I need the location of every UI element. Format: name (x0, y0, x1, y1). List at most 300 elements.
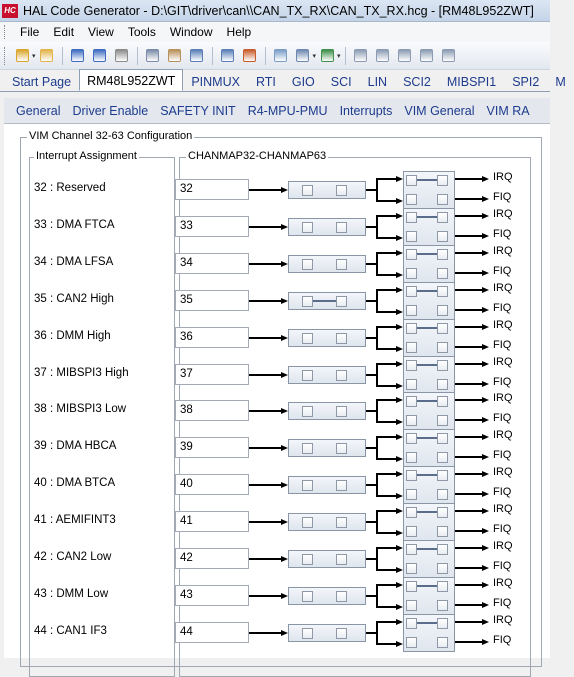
chanmap-title: CHANMAP32-CHANMAP63 (188, 150, 327, 162)
open-icon (40, 49, 53, 62)
wire (376, 584, 397, 586)
fiq-checkbox[interactable] (406, 489, 417, 500)
fiq-checkbox[interactable] (406, 194, 417, 205)
irq-link (417, 511, 437, 513)
wire (376, 289, 378, 313)
fiq-checkbox[interactable] (406, 305, 417, 316)
chanmap-input[interactable]: 37 (175, 364, 249, 385)
wire (376, 510, 378, 534)
arrow-icon (482, 233, 489, 239)
chanmap-input[interactable]: 43 (175, 585, 249, 606)
irq-label: IRQ (493, 245, 513, 257)
enable-checkbox[interactable] (336, 628, 347, 639)
enable-link (313, 300, 336, 302)
arrow-icon (396, 272, 403, 278)
arrow-icon (281, 187, 288, 193)
enable-box (288, 402, 366, 420)
tab-sci2[interactable]: SCI2 (403, 75, 431, 89)
irq-checkbox[interactable] (437, 581, 448, 592)
title-bar (0, 0, 550, 22)
irq-checkbox[interactable] (406, 470, 417, 481)
chanmap-input[interactable]: 40 (175, 474, 249, 495)
irq-label: IRQ (493, 356, 513, 368)
fiq-label: FIQ (493, 449, 512, 461)
enable-box (288, 255, 366, 273)
wire (249, 558, 281, 560)
wire (455, 289, 482, 291)
wire (366, 374, 376, 376)
irq-link (417, 216, 437, 218)
tab-rm48l952zwt[interactable]: RM48L952ZWT (79, 69, 183, 91)
arrow-icon (281, 372, 288, 378)
arrow-icon (396, 434, 403, 440)
enable-checkbox[interactable] (302, 222, 313, 233)
copy-button[interactable] (144, 47, 162, 65)
wire (366, 521, 376, 523)
wire (249, 447, 281, 449)
irq-checkbox[interactable] (406, 249, 417, 260)
arrow-icon (396, 493, 403, 499)
chanmap-input[interactable]: 44 (175, 622, 249, 643)
arrow-icon (396, 361, 403, 367)
wire (249, 632, 281, 634)
irq-link (417, 179, 437, 181)
fiq-label: FIQ (493, 560, 512, 572)
tab-driver-enable[interactable]: Driver Enable (72, 103, 149, 118)
fiq-checkbox[interactable] (437, 231, 448, 242)
view-button[interactable] (294, 47, 312, 65)
vim-config-panel (4, 124, 550, 658)
irq-label: IRQ (493, 466, 513, 478)
interrupt-label: 40 : DMA BTCA (34, 477, 116, 489)
chanmap-input[interactable]: 35 (175, 290, 249, 311)
menu-help[interactable]: Help (226, 25, 252, 39)
enable-box (288, 513, 366, 531)
tab-general[interactable]: General (16, 103, 61, 118)
wire (376, 326, 397, 328)
menu-view[interactable]: View (88, 25, 114, 39)
irq-label: IRQ (493, 319, 513, 331)
fiq-checkbox[interactable] (437, 563, 448, 574)
irq-checkbox[interactable] (437, 286, 448, 297)
toolbar-separator (345, 47, 346, 65)
wire (249, 189, 281, 191)
wire (376, 532, 397, 534)
toolbar-separator (137, 47, 138, 65)
fiq-checkbox[interactable] (437, 379, 448, 390)
enable-box (288, 550, 366, 568)
enable-checkbox[interactable] (302, 480, 313, 491)
arrow-icon (482, 381, 489, 387)
fiq-checkbox[interactable] (437, 526, 448, 537)
fiq-checkbox[interactable] (406, 268, 417, 279)
irq-checkbox[interactable] (406, 507, 417, 518)
chanmap-input[interactable]: 39 (175, 437, 249, 458)
irq-link (417, 290, 437, 292)
chanmap-input[interactable]: 32 (175, 179, 249, 200)
paste-icon (168, 49, 181, 62)
wire (376, 363, 378, 387)
tab-vim-ra[interactable]: VIM RA (486, 103, 530, 118)
wire (366, 410, 376, 412)
fiq-checkbox[interactable] (437, 194, 448, 205)
wire (455, 272, 482, 274)
arrow-icon (281, 298, 288, 304)
enable-checkbox[interactable] (336, 259, 347, 270)
chanmap-input[interactable]: 38 (175, 400, 249, 421)
interrupt-label: 34 : DMA LFSA (34, 256, 114, 268)
arrow-icon (396, 250, 403, 256)
fiq-checkbox[interactable] (406, 526, 417, 537)
tab-mibspi1[interactable]: MIBSPI1 (446, 75, 497, 89)
arrow-icon (281, 519, 288, 525)
chanmap-input[interactable]: 42 (175, 548, 249, 569)
wire (376, 643, 397, 645)
irq-checkbox[interactable] (437, 618, 448, 629)
build-button[interactable] (318, 47, 336, 65)
new-icon (16, 49, 29, 62)
arrow-icon (482, 397, 489, 403)
wire (376, 289, 397, 291)
arrow-icon (482, 324, 489, 330)
arrow-icon (482, 639, 489, 645)
tab-r4-mpu-pmu[interactable]: R4-MPU-PMU (247, 103, 328, 118)
save-icon (71, 49, 84, 62)
export-button[interactable] (396, 47, 414, 65)
window-title: HAL Code Generator - D:\GIT\driver\can\\CAN_TX_RX\CAN_TX_RX.hcg - [RM48L952ZWT] (23, 3, 534, 18)
wire (376, 569, 397, 571)
enable-checkbox[interactable] (336, 222, 347, 233)
arrow-icon (482, 619, 489, 625)
fiq-checkbox[interactable] (437, 305, 448, 316)
arrow-icon (482, 454, 489, 460)
enable-box (288, 181, 366, 199)
enable-checkbox[interactable] (302, 554, 313, 565)
irq-checkbox[interactable] (437, 396, 448, 407)
wire (376, 274, 397, 276)
replace-icon (274, 49, 287, 62)
enable-box (288, 587, 366, 605)
menu-grip[interactable] (4, 25, 7, 39)
app-logo-icon: HC (2, 4, 18, 18)
menu-tools[interactable]: Tools (127, 25, 156, 39)
arrow-icon (396, 471, 403, 477)
dropdown-arrow-icon[interactable]: ▾ (312, 52, 317, 60)
chanmap-input[interactable]: 41 (175, 511, 249, 532)
wire (366, 263, 376, 265)
wire (455, 436, 482, 438)
wire (455, 235, 482, 237)
irq-checkbox[interactable] (437, 507, 448, 518)
arrow-icon (396, 641, 403, 647)
fiq-checkbox[interactable] (437, 342, 448, 353)
save-button[interactable] (69, 47, 87, 65)
home-button[interactable] (440, 47, 458, 65)
save-all-button[interactable] (91, 47, 109, 65)
arrow-icon (482, 417, 489, 423)
irq-checkbox[interactable] (437, 544, 448, 555)
enable-checkbox[interactable] (302, 517, 313, 528)
irq-checkbox[interactable] (406, 581, 417, 592)
irq-checkbox[interactable] (406, 618, 417, 629)
fiq-checkbox[interactable] (406, 637, 417, 648)
replace-button[interactable] (272, 47, 290, 65)
wire (455, 567, 482, 569)
irq-label: IRQ (493, 171, 513, 183)
fiq-checkbox[interactable] (437, 415, 448, 426)
tab-rti[interactable]: RTI (255, 75, 276, 89)
menu-file[interactable]: File (20, 25, 40, 39)
irq-label: IRQ (493, 503, 513, 515)
wire (366, 226, 376, 228)
fiq-checkbox[interactable] (406, 600, 417, 611)
interrupt-label: 39 : DMA HBCA (34, 440, 117, 452)
fiq-checkbox[interactable] (406, 342, 417, 353)
arrow-icon (482, 528, 489, 534)
find-icon (243, 49, 256, 62)
back-button[interactable] (352, 47, 370, 65)
toolbar-grip[interactable] (4, 47, 7, 65)
wire (376, 215, 397, 217)
find-button[interactable] (241, 47, 259, 65)
wire (249, 484, 281, 486)
new-button[interactable] (13, 47, 31, 65)
arrow-icon (396, 397, 403, 403)
wire (376, 606, 397, 608)
tab-spi2[interactable]: SPI2 (512, 75, 540, 89)
enable-checkbox[interactable] (336, 443, 347, 454)
wire (376, 421, 397, 423)
interrupt-label: 38 : MIBSPI3 Low (34, 403, 127, 415)
irq-link (417, 400, 437, 402)
irq-checkbox[interactable] (406, 212, 417, 223)
wire (249, 410, 281, 412)
irq-label: IRQ (493, 429, 513, 441)
wire (376, 547, 378, 571)
irq-checkbox[interactable] (406, 286, 417, 297)
enable-box (288, 476, 366, 494)
fiq-checkbox[interactable] (406, 563, 417, 574)
wire (376, 178, 378, 202)
dropdown-arrow-icon[interactable]: ▾ (337, 52, 341, 60)
chanmap-input[interactable]: 36 (175, 327, 249, 348)
fiq-checkbox[interactable] (406, 452, 417, 463)
arrow-icon (482, 434, 489, 440)
irq-checkbox[interactable] (406, 396, 417, 407)
interrupt-label: 33 : DMA FTCA (34, 219, 115, 231)
properties-icon (420, 49, 433, 62)
undo-button[interactable] (188, 47, 206, 65)
enable-checkbox[interactable] (302, 296, 313, 307)
irq-checkbox[interactable] (437, 470, 448, 481)
arrow-icon (482, 307, 489, 313)
wire (366, 189, 376, 191)
irq-checkbox[interactable] (437, 323, 448, 334)
enable-box (288, 439, 366, 457)
enable-checkbox[interactable] (336, 517, 347, 528)
open-button[interactable] (38, 47, 56, 65)
tab-gio[interactable]: GIO (291, 75, 315, 89)
fiq-checkbox[interactable] (406, 415, 417, 426)
copy-icon (146, 49, 159, 62)
enable-checkbox[interactable] (336, 554, 347, 565)
arrow-icon (396, 287, 403, 293)
wire (249, 263, 281, 265)
arrow-icon (396, 530, 403, 536)
fiq-checkbox[interactable] (437, 452, 448, 463)
enable-checkbox[interactable] (302, 406, 313, 417)
enable-checkbox[interactable] (302, 185, 313, 196)
chanmap-input[interactable]: 34 (175, 253, 249, 274)
wire (366, 337, 376, 339)
interrupt-assignment-title: Interrupt Assignment (36, 150, 137, 162)
arrow-icon (482, 582, 489, 588)
save-all-icon (93, 49, 106, 62)
fiq-label: FIQ (493, 412, 512, 424)
wire (376, 547, 397, 549)
fiq-label: FIQ (493, 302, 512, 314)
wire (455, 456, 482, 458)
wire (455, 178, 482, 180)
wire (376, 348, 397, 350)
properties-button[interactable] (418, 47, 436, 65)
wire (455, 399, 482, 401)
irq-link (417, 548, 437, 550)
fiq-checkbox[interactable] (406, 231, 417, 242)
fiq-checkbox[interactable] (406, 379, 417, 390)
enable-checkbox[interactable] (302, 591, 313, 602)
irq-checkbox[interactable] (437, 212, 448, 223)
dropdown-arrow-icon[interactable]: ▾ (32, 52, 36, 60)
wire (376, 252, 378, 276)
wire (455, 547, 482, 549)
enable-checkbox[interactable] (336, 591, 347, 602)
arrow-icon (482, 545, 489, 551)
enable-checkbox[interactable] (302, 443, 313, 454)
wire (376, 436, 397, 438)
irq-checkbox[interactable] (406, 323, 417, 334)
tab-lin[interactable]: LIN (367, 75, 388, 89)
wire (455, 252, 482, 254)
fiq-checkbox[interactable] (437, 637, 448, 648)
wire (455, 510, 482, 512)
enable-checkbox[interactable] (302, 259, 313, 270)
wire (376, 200, 397, 202)
menu-window[interactable]: Window (169, 25, 213, 39)
wire (455, 641, 482, 643)
enable-checkbox[interactable] (336, 370, 347, 381)
arrow-icon (396, 383, 403, 389)
arrow-icon (396, 456, 403, 462)
wire (376, 385, 397, 387)
forward-button[interactable] (374, 47, 392, 65)
arrow-icon (281, 408, 288, 414)
arrow-icon (482, 196, 489, 202)
tab-safety-init[interactable]: SAFETY INIT (160, 103, 236, 118)
enable-box (288, 218, 366, 236)
fiq-checkbox[interactable] (437, 268, 448, 279)
wire (455, 346, 482, 348)
wire (376, 510, 397, 512)
paste-button[interactable] (166, 47, 184, 65)
enable-checkbox[interactable] (336, 185, 347, 196)
enable-checkbox[interactable] (336, 296, 347, 307)
irq-checkbox[interactable] (437, 175, 448, 186)
tab-pinmux[interactable]: PINMUX (191, 75, 240, 89)
arrow-icon (482, 508, 489, 514)
wire (376, 363, 397, 365)
tab-sci[interactable]: SCI (330, 75, 352, 89)
menu-bar (0, 22, 550, 42)
wire (455, 419, 482, 421)
fiq-checkbox[interactable] (437, 600, 448, 611)
fiq-checkbox[interactable] (437, 489, 448, 500)
wire (249, 300, 281, 302)
wire (455, 493, 482, 495)
enable-box (288, 624, 366, 642)
irq-checkbox[interactable] (437, 360, 448, 371)
wire (376, 621, 378, 645)
fiq-label: FIQ (493, 339, 512, 351)
cut-button[interactable] (113, 47, 131, 65)
irq-checkbox[interactable] (406, 544, 417, 555)
enable-checkbox[interactable] (302, 333, 313, 344)
interrupt-label: 37 : MIBSPI3 High (34, 367, 129, 379)
chanmap-input[interactable]: 33 (175, 216, 249, 237)
enable-checkbox[interactable] (336, 480, 347, 491)
wire (455, 604, 482, 606)
export-icon (398, 49, 411, 62)
irq-checkbox[interactable] (406, 360, 417, 371)
irq-checkbox[interactable] (406, 433, 417, 444)
irq-checkbox[interactable] (437, 433, 448, 444)
wire (366, 484, 376, 486)
fiq-label: FIQ (493, 523, 512, 535)
wire (376, 621, 397, 623)
fiq-label: FIQ (493, 228, 512, 240)
menu-edit[interactable]: Edit (53, 25, 75, 39)
wire (376, 252, 397, 254)
enable-checkbox[interactable] (302, 628, 313, 639)
arrow-icon (482, 565, 489, 571)
enable-checkbox[interactable] (302, 370, 313, 381)
wire (249, 226, 281, 228)
tab-start-page[interactable]: Start Page (12, 75, 72, 89)
arrow-icon (396, 235, 403, 241)
tab-interrupts[interactable]: Interrupts (339, 103, 393, 118)
arrow-icon (482, 270, 489, 276)
enable-checkbox[interactable] (336, 406, 347, 417)
toolbar (0, 42, 550, 70)
config-tabs (4, 98, 550, 124)
redo-icon (221, 49, 234, 62)
irq-checkbox[interactable] (406, 175, 417, 186)
device-tabs (0, 70, 566, 92)
arrow-icon (482, 213, 489, 219)
enable-checkbox[interactable] (336, 333, 347, 344)
vim-group-title: VIM Channel 32-63 Configuration (29, 130, 193, 142)
wire (376, 436, 378, 460)
arrow-icon (396, 545, 403, 551)
interrupt-label: 35 : CAN2 High (34, 293, 114, 305)
arrow-icon (482, 250, 489, 256)
fiq-label: FIQ (493, 191, 512, 203)
interrupt-label: 42 : CAN2 Low (34, 551, 112, 563)
irq-checkbox[interactable] (437, 249, 448, 260)
redo-button[interactable] (219, 47, 237, 65)
tab-vim-general[interactable]: VIM General (404, 103, 475, 118)
tab-m[interactable]: M (555, 75, 566, 89)
